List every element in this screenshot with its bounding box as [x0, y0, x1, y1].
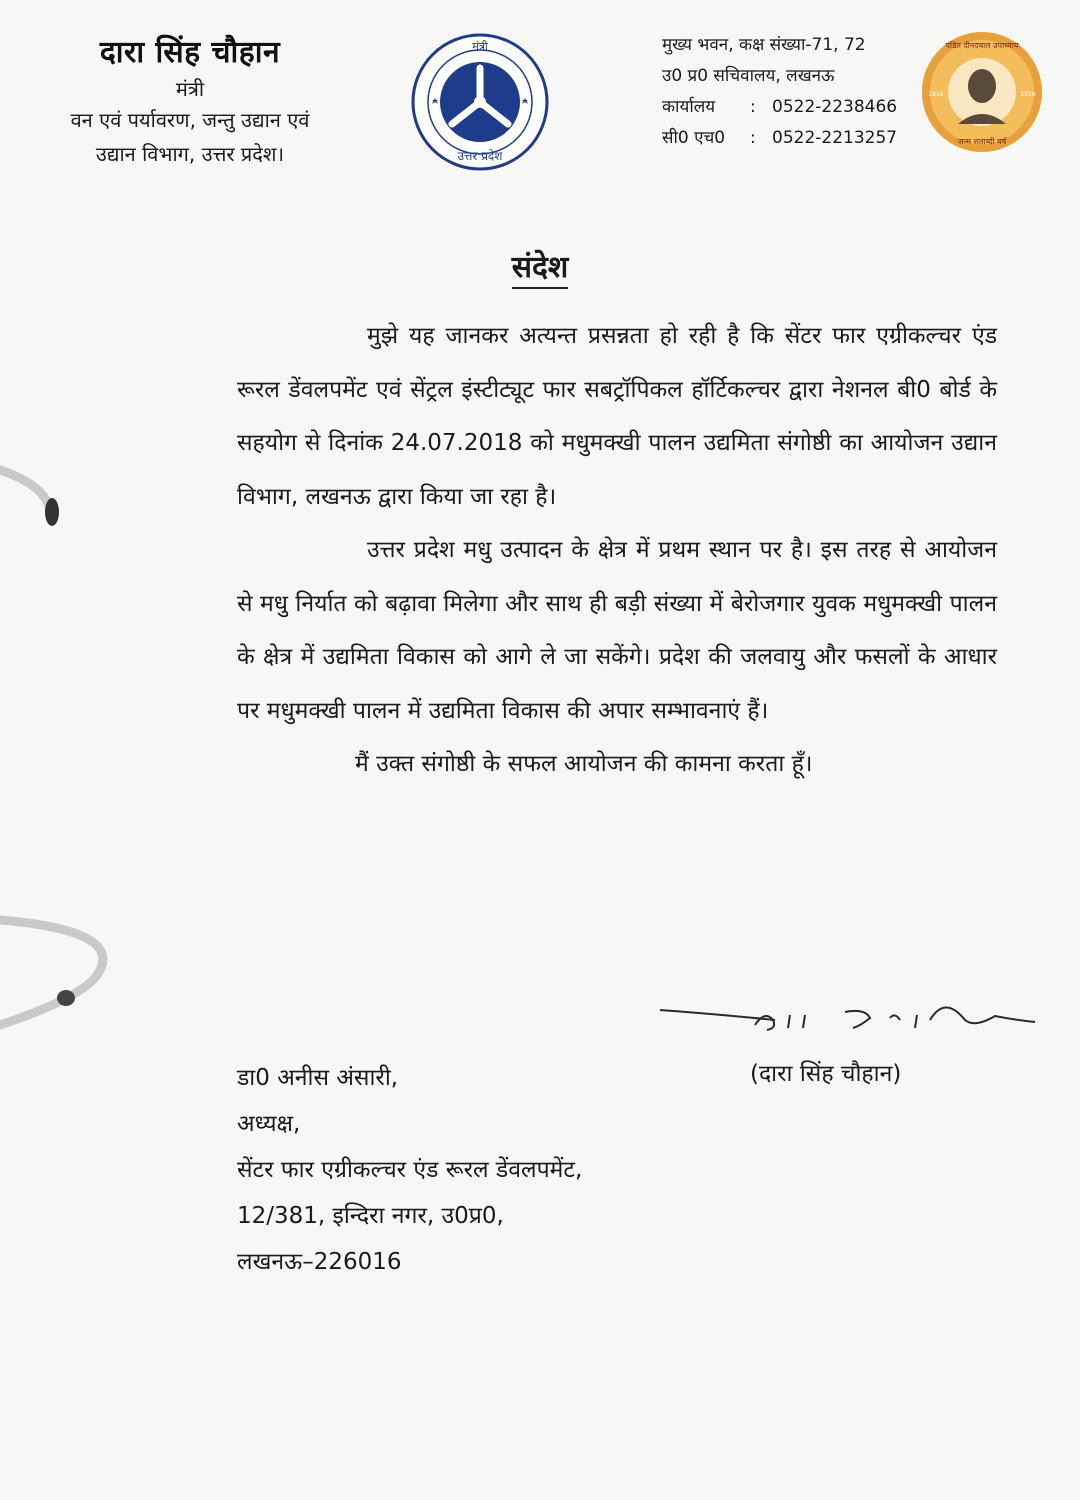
signatory-name: (दारा सिंह चौहान) — [750, 1061, 902, 1087]
sender-dept-line1: वन एवं पर्यावरण, जन्तु उद्यान एवं — [70, 108, 310, 132]
recipient-address: 12/381, इन्दिरा नगर, उ0प्र0, — [237, 1203, 504, 1229]
body-paragraph-1: मुझे यह जानकर अत्यन्त प्रसन्नता हो रही है कि सेंटर फार एग्रीकल्चर एंड रूरल डेंवलपमेंट एवं सेंट्रल इंस्टीट्यूट फार सबट्रॉपिकल हॉर्टिकल्चर द्वारा नेशनल बी0 बोर्ड के सहयोग से दिनांक 24.07.2018 को मधुमक्खी पालन उद्यमिता संगोष्ठी का आयोजन उद्यान विभाग, लखनऊ द्वारा किया जा रहा है। — [237, 323, 997, 510]
recipient-name: डा0 अनीस अंसारी, — [237, 1065, 399, 1091]
recipient-organization: सेंटर फार एग्रीकल्चर एंड रूरल डेंवलपमेंट, — [237, 1157, 583, 1183]
binder-ring-top — [0, 440, 70, 540]
body-paragraph-2: उत्तर प्रदेश मधु उत्पादन के क्षेत्र में प्रथम स्थान पर है। इस तरह से आयोजन से मधु निर्यात को बढ़ावा मिलेगा और साथ ही बड़ी संख्या में बेरोजगार युवक मधुमक्खी पालन के क्षेत्र में उद्यमिता विकास को आगे ले जा सकेंगे। प्रदेश की जलवायु और फसलों के आधार पर मधुमक्खी पालन में उद्यमिता विकास की अपार सम्भावनाएं हैं। — [237, 537, 997, 724]
sender-block — [40, 30, 340, 170]
address-line2: उ0 प्र0 सचिवालय, लखनऊ — [662, 66, 835, 86]
recipient-block — [237, 1055, 582, 1285]
ch-label: सी0 एच0 — [662, 128, 726, 148]
binder-ring-bottom — [0, 900, 130, 1040]
office-phone: 0522-2238466 — [772, 97, 898, 117]
sender-dept-line2: उद्यान विभाग, उत्तर प्रदेश। — [95, 142, 285, 166]
seal-bottom-text: जन्म शताब्दी वर्ष — [957, 137, 1007, 146]
emblem-bottom-text: उत्तर प्रदेश — [457, 149, 503, 163]
letter-body — [237, 310, 997, 792]
ch-phone: 0522-2213257 — [772, 128, 898, 148]
seal-top-text: पंडित दीनदयाल उपाध्याय — [945, 41, 1019, 50]
centenary-seal-icon — [918, 28, 1046, 156]
sender-name: दारा सिंह चौहान — [99, 35, 281, 70]
ch-phone-row — [662, 123, 902, 154]
handwritten-signature — [655, 990, 1045, 1040]
ch-colon: : — [750, 128, 756, 148]
body-paragraph-3: मैं उक्त संगोष्ठी के सफल आयोजन की कामना करता हूँ। — [355, 751, 813, 777]
office-phone-row — [662, 92, 902, 123]
recipient-city: लखनऊ–226016 — [237, 1249, 402, 1275]
emblem-top-text: मंत्री — [472, 40, 488, 53]
seal-year-right: 2016 — [1020, 91, 1036, 98]
subject-text: संदेश — [512, 250, 569, 289]
letter-subject — [0, 245, 1080, 286]
office-colon: : — [750, 97, 756, 117]
sender-title: मंत्री — [175, 77, 205, 101]
up-government-emblem-icon — [410, 32, 550, 172]
address-line1: मुख्य भवन, कक्ष संख्या-71, 72 — [662, 35, 866, 55]
seal-year-left: 1916 — [928, 91, 944, 98]
address-block — [662, 30, 902, 154]
recipient-designation: अध्यक्ष, — [237, 1111, 301, 1137]
office-label: कार्यालय — [662, 97, 716, 117]
